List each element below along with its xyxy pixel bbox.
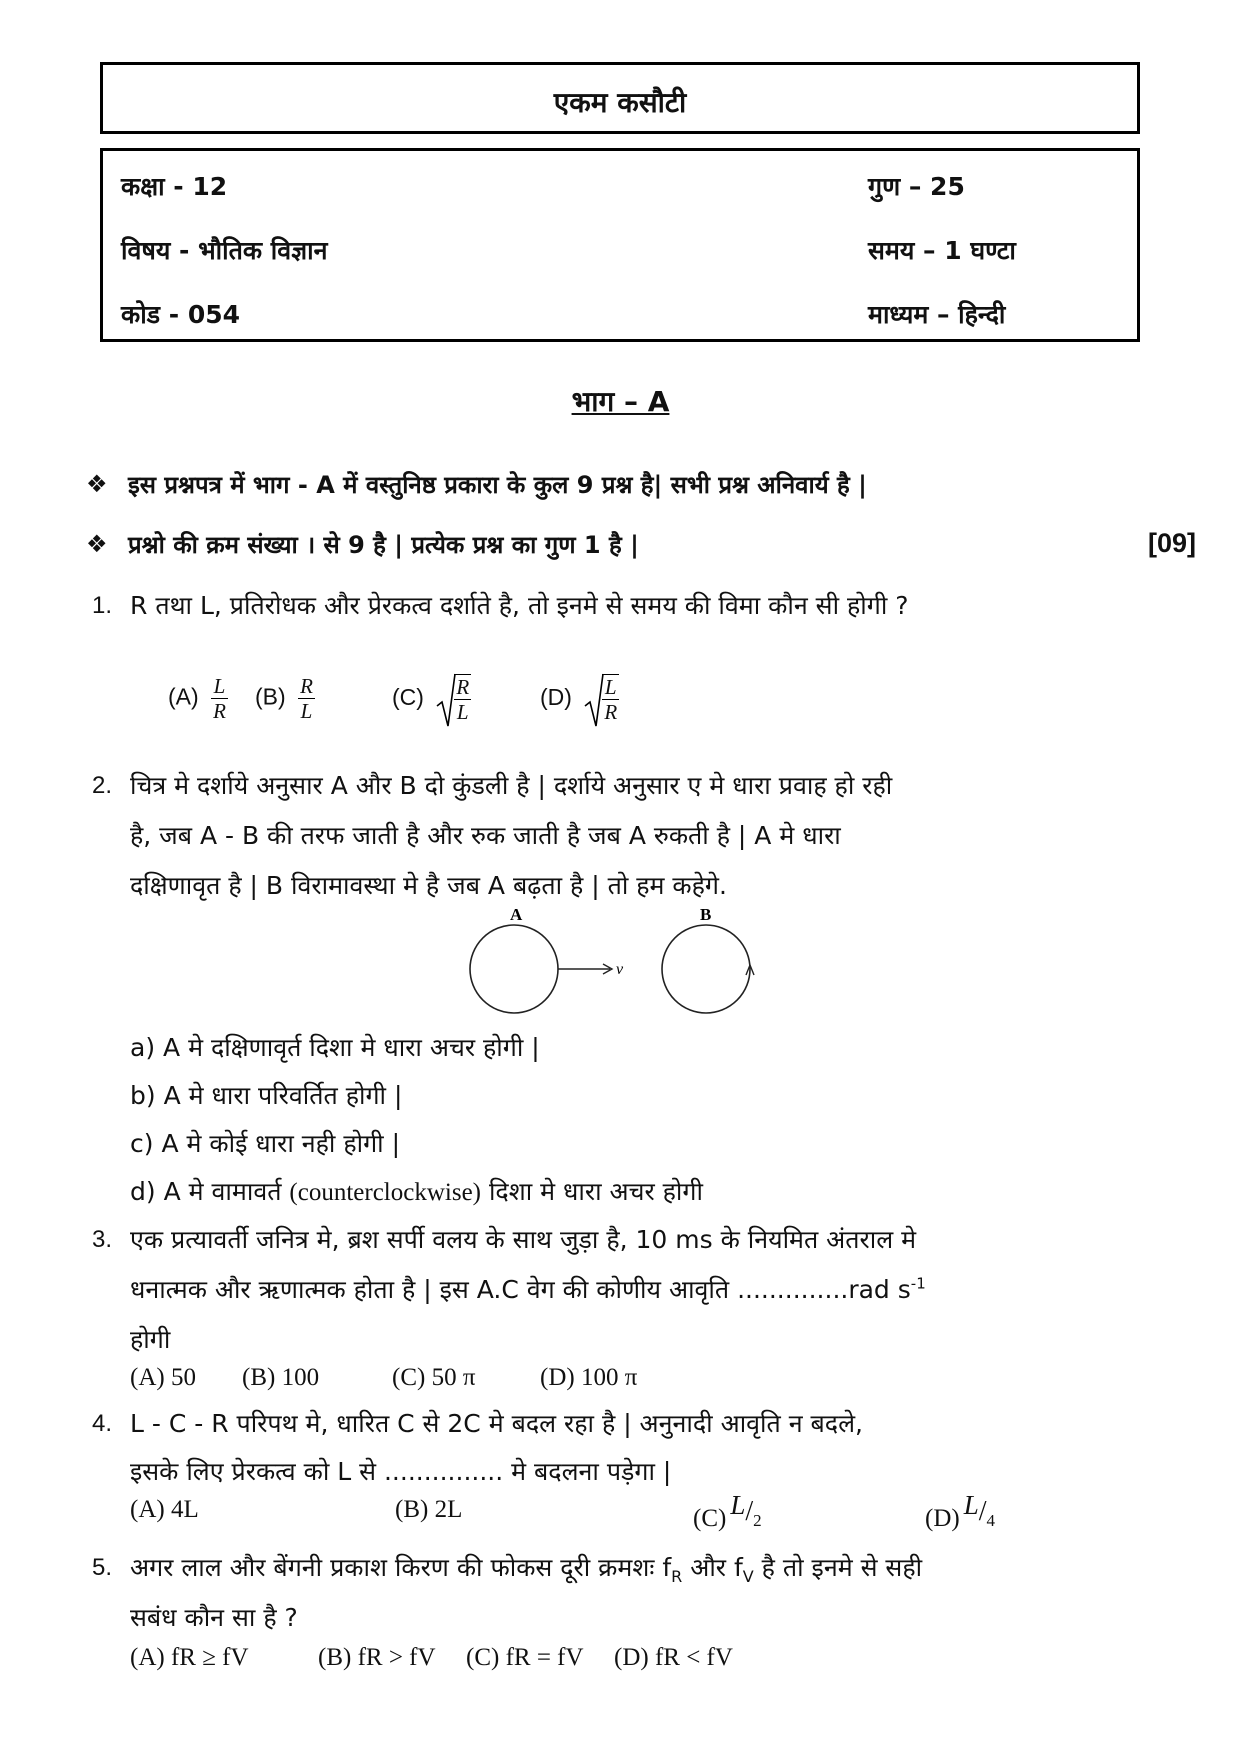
q4-option-d: (D) $L/_4$ <box>925 1490 996 1532</box>
q2-option-d: d) A मे वामावर्त (counterclockwise) दिशा मे धारा अचर होगी <box>130 1177 703 1206</box>
q3-option-d: (D) 100 π <box>540 1364 638 1391</box>
instruction-2: प्रश्नो की क्रम संख्या । से 9 है | प्रत्येक प्रश्न का गुण 1 है | <box>128 531 639 559</box>
square-root: $\frac{L}{R}$ <box>584 674 619 724</box>
q2-option-b: b) A मे धारा परिवर्तित होगी | <box>130 1081 403 1110</box>
code-label: कोड - 054 <box>121 300 241 329</box>
q1-option-c: (C) $\frac{R}{L}$ <box>392 675 470 724</box>
question-2-line-3: दक्षिणावृत है | B विरामावस्था मे है जब A बढ़ता है | तो हम कहेगे. <box>130 871 727 900</box>
coil-b <box>662 925 750 1013</box>
question-5-line-1: अगर लाल और बेंगनी प्रकाश किरण की फोकस दूरी क्रमशः $f_R$ और $f_V$ है तो इनमे से सही <box>130 1553 923 1586</box>
question-number: 3. <box>92 1226 113 1253</box>
velocity-label: v <box>616 961 624 978</box>
q3-option-c: (C) 50 π <box>392 1364 476 1391</box>
section-marks: [09] <box>1148 528 1197 558</box>
question-2-line-1: चित्र मे दर्शाये अनुसार A और B दो कुंडली है | दर्शाये अनुसार ए मे धारा प्रवाह हो रही <box>130 771 893 800</box>
time-label: समय – 1 घण्टा <box>868 236 1016 265</box>
q3-option-b: (B) 100 <box>242 1364 320 1391</box>
question-3-line-2: धनात्मक और ऋणात्मक होता है | इस A.C वेग की कोणीय आवृति ..............rad $s^{-1}$ <box>130 1274 926 1304</box>
q3-option-a: (A) 50 <box>130 1364 196 1391</box>
coil-b-label: B <box>700 905 712 924</box>
q2-option-c: c) A मे कोई धारा नही होगी | <box>130 1129 401 1158</box>
section-title: भाग – A <box>571 385 670 418</box>
bullet-icon: ❖ <box>86 530 108 558</box>
question-3-line-1: एक प्रत्यावर्ती जनित्र मे, ब्रश सर्पी वलय के साथ जुड़ा है, 10 ms के नियमित अंतराल मे <box>130 1225 917 1254</box>
bullet-icon: ❖ <box>86 470 108 498</box>
q5-option-b: (B) fR > fV <box>318 1644 436 1671</box>
class-label: कक्षा - 12 <box>121 172 228 201</box>
q1-option-d: (D) $\frac{L}{R}$ <box>540 675 618 724</box>
exam-title: एकम कसौटी <box>553 86 687 119</box>
q5-option-d: (D) fR < fV <box>614 1644 733 1671</box>
q4-option-b: (B) 2L <box>395 1496 463 1523</box>
coil-a-label: A <box>510 905 523 924</box>
question-number: 2. <box>92 772 113 799</box>
q4-option-c: (C) $L/_2$ <box>693 1490 762 1532</box>
exam-info-box <box>100 148 1140 342</box>
marks-label: गुण – 25 <box>868 172 965 201</box>
coil-diagram <box>460 905 770 1025</box>
q4-option-a: (A) 4L <box>130 1496 199 1523</box>
coil-a <box>470 925 558 1013</box>
question-1-text: R तथा L, प्रतिरोधक और प्रेरकत्व दर्शाते है, तो इनमे से समय की विमा कौन सी होगी ? <box>130 591 909 620</box>
square-root: $\frac{R}{L}$ <box>436 674 471 724</box>
q2-option-a: a) A मे दक्षिणावृर्त दिशा मे धारा अचर होगी | <box>130 1033 540 1062</box>
question-number: 4. <box>92 1410 113 1437</box>
question-number: 5. <box>92 1554 113 1581</box>
title-box <box>100 62 1140 134</box>
question-3-line-3: होगी <box>130 1325 171 1354</box>
fraction: $\frac{L}{R}$ <box>213 674 226 723</box>
medium-label: माध्यम – हिन्दी <box>868 300 1006 329</box>
question-4-line-1: L - C - R परिपथ मे, धारित C से 2C मे बदल रहा है | अनुनादी आवृति न बदले, <box>130 1409 863 1438</box>
question-2-line-2: है, जब A - B की तरफ जाती है और रुक जाती है जब A रुकती है | A मे धारा <box>130 821 841 850</box>
subject-label: विषय - भौतिक विज्ञान <box>121 236 328 265</box>
question-5-line-2: सबंध कौन सा है ? <box>130 1603 298 1632</box>
q5-option-a: (A) fR ≥ fV <box>130 1644 249 1671</box>
question-number: 1. <box>92 592 113 619</box>
q1-option-a: (A) $\frac{L}{R}$ <box>168 674 226 723</box>
q1-option-b: (B) $\frac{R}{L}$ <box>255 674 313 723</box>
fraction: $\frac{R}{L}$ <box>300 674 313 723</box>
q5-option-c: (C) fR = fV <box>466 1644 584 1671</box>
instruction-1: इस प्रश्नपत्र में भाग - A में वस्तुनिष्ठ प्रकारा के कुल 9 प्रश्न है| सभी प्रश्न अनिवार्य है | <box>128 471 867 499</box>
question-4-line-2: इसके लिए प्रेरकत्व को L से ............... मे बदलना पड़ेगा | <box>130 1457 672 1486</box>
